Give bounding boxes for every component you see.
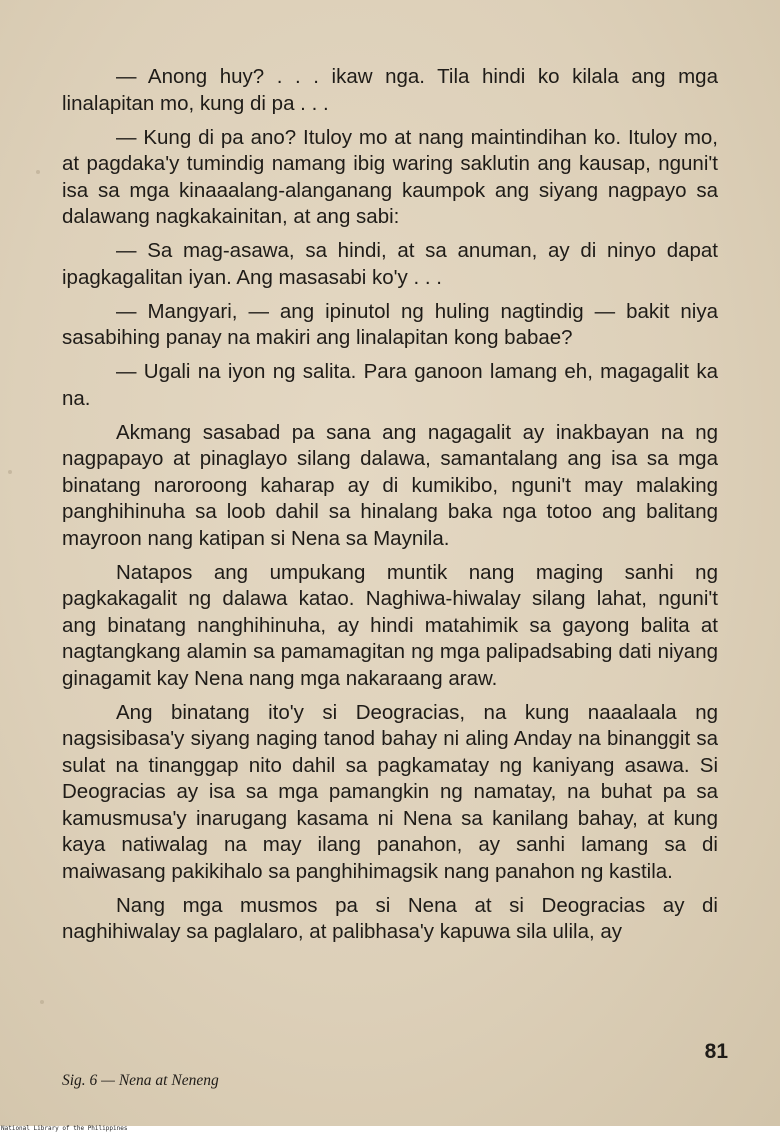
signature-line: Sig. 6 — Nena at Neneng bbox=[62, 1072, 219, 1089]
paragraph: — Sa mag-asawa, sa hindi, at sa anuman, ay di ninyo dapat ipagkagalitan iyan. Ang masasabi ko'y . . . bbox=[62, 239, 718, 289]
paragraph: Ang binatang ito'y si Deogracias, na kung naaalaala ng nagsisibasa'y siyang naging tanod bahay ni aling Anday na binanggit sa sulat na tinanggap nito dahil sa pagkamatay ng kaniyang asawa. Si Deogracias ay isa sa mga pamangkin ng namatay, na buhat pa sa kamusmusa'y inarugang kasama ni Nena sa kanilang bahay, at kung kaya natiwalag na may ilang panahon, ay sanhi lamang sa di maiwasang pakikihalo sa panghihimagsik nang panahon ng kastila. bbox=[62, 700, 718, 883]
paragraph: — Mangyari, — ang ipinutol ng huling nagtindig — bakit niya sasabihing panay na makiri ang linalapitan kong babae? bbox=[62, 299, 718, 349]
body-text bbox=[62, 64, 718, 953]
paragraph: — Anong huy? . . . ikaw nga. Tila hindi ko kilala ang mga linalapitan mo, kung di pa . . . bbox=[62, 65, 718, 115]
paper-speck bbox=[8, 470, 12, 474]
paragraph: Nang mga musmos pa si Nena at si Deogracias ay di naghihiwalay sa paglalaro, at palibhasa'y kapuwa sila ulila, ay bbox=[62, 893, 718, 943]
paragraph: — Ugali na iyon ng salita. Para ganoon lamang eh, magagalit ka na. bbox=[62, 360, 718, 410]
library-credit: National Library of the Philippines bbox=[1, 1125, 128, 1132]
page-number: 81 bbox=[704, 1040, 728, 1063]
paragraph: — Kung di pa ano? Ituloy mo at nang maintindihan ko. Ituloy mo, at pagdaka'y tumindig namang ibig waring saklutin ang kausap, nguni't isa sa mga kinaaalang-alanganang kaumpok ang siyang nagpayo sa dalawang nagkakainitan, at ang sabi: bbox=[62, 125, 718, 228]
paragraph: Natapos ang umpukang muntik nang maging sanhi ng pagkakagalit ng dalawa katao. Naghiwa-hiwalay silang lahat, nguni't ang binatang nanghihinuha, ay hindi matahimik sa gayong balita at nagtangkang alamin sa pamamagitan ng mga palipadsabing dati niyang ginagamit kay Nena nang mga nakaraang araw. bbox=[62, 560, 718, 690]
paragraph: Akmang sasabad pa sana ang nagagalit ay inakbayan na ng nagpapayo at pinaglayo silang dalawa, samantalang ang isa sa mga binatang naroroong kaharap ay di kumikibo, nguni't may malaking panghihinuha sa loob dahil sa hinalang baka nga totoo ang balitang mayroon nang katipan si Nena sa Maynila. bbox=[62, 420, 718, 550]
paper-speck bbox=[40, 1000, 44, 1004]
paper-speck bbox=[36, 170, 40, 174]
